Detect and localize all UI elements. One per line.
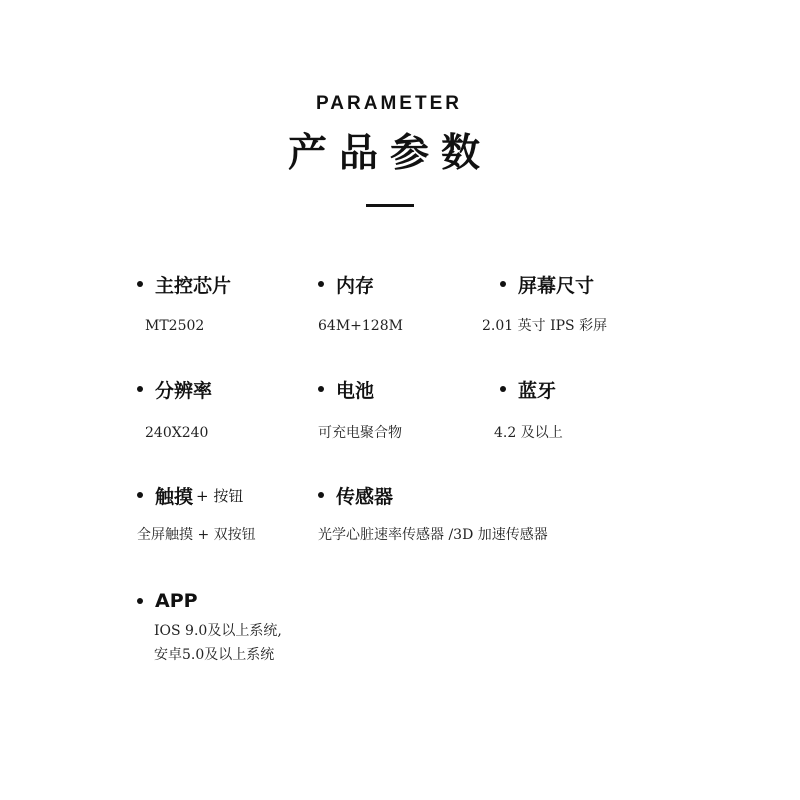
param-chip xyxy=(137,271,231,297)
param-label: 触摸 xyxy=(155,485,194,508)
param-label: APP xyxy=(155,590,198,612)
header-kicker: PARAMETER xyxy=(316,93,462,114)
param-value-bluetooth: 4.2 及以上 xyxy=(494,425,563,441)
param-resolution xyxy=(137,376,212,402)
param-touch xyxy=(137,482,243,508)
param-sensor xyxy=(318,482,393,508)
param-value-resolution: 240X240 xyxy=(145,425,209,441)
title-underline xyxy=(366,204,414,207)
param-label: 分辨率 xyxy=(155,379,213,402)
bullet-icon xyxy=(318,281,324,287)
bullet-icon xyxy=(137,598,143,604)
param-label: 蓝牙 xyxy=(518,379,557,402)
bullet-icon xyxy=(318,386,324,392)
param-value-app-line2: 安卓5.0及以上系统 xyxy=(154,647,275,663)
param-screen xyxy=(500,271,594,297)
param-bluetooth xyxy=(500,376,556,402)
bullet-icon xyxy=(137,492,143,498)
param-label-suffix: + 按钮 xyxy=(196,486,244,505)
param-label: 电池 xyxy=(336,379,375,402)
param-memory xyxy=(318,271,374,297)
bullet-icon xyxy=(500,281,506,287)
bullet-icon xyxy=(500,386,506,392)
param-value-screen: 2.01 英寸 IPS 彩屏 xyxy=(482,318,608,334)
param-label: 主控芯片 xyxy=(155,274,232,297)
param-label: 屏幕尺寸 xyxy=(518,274,595,297)
param-battery xyxy=(318,376,374,402)
param-value-battery: 可充电聚合物 xyxy=(318,425,402,441)
param-label: 传感器 xyxy=(336,485,394,508)
page-title: 产品参数 xyxy=(287,131,492,176)
bullet-icon xyxy=(318,492,324,498)
bullet-icon xyxy=(137,386,143,392)
bullet-icon xyxy=(137,281,143,287)
param-value-chip: MT2502 xyxy=(145,318,205,334)
param-value-memory: 64M+128M xyxy=(318,318,403,334)
param-value-sensor: 光学心脏速率传感器 /3D 加速传感器 xyxy=(318,527,548,543)
param-value-touch: 全屏触摸 + 双按钮 xyxy=(137,527,256,543)
param-value-app-line1: IOS 9.0及以上系统, xyxy=(154,623,282,639)
param-label: 内存 xyxy=(336,274,375,297)
param-app xyxy=(137,588,198,614)
